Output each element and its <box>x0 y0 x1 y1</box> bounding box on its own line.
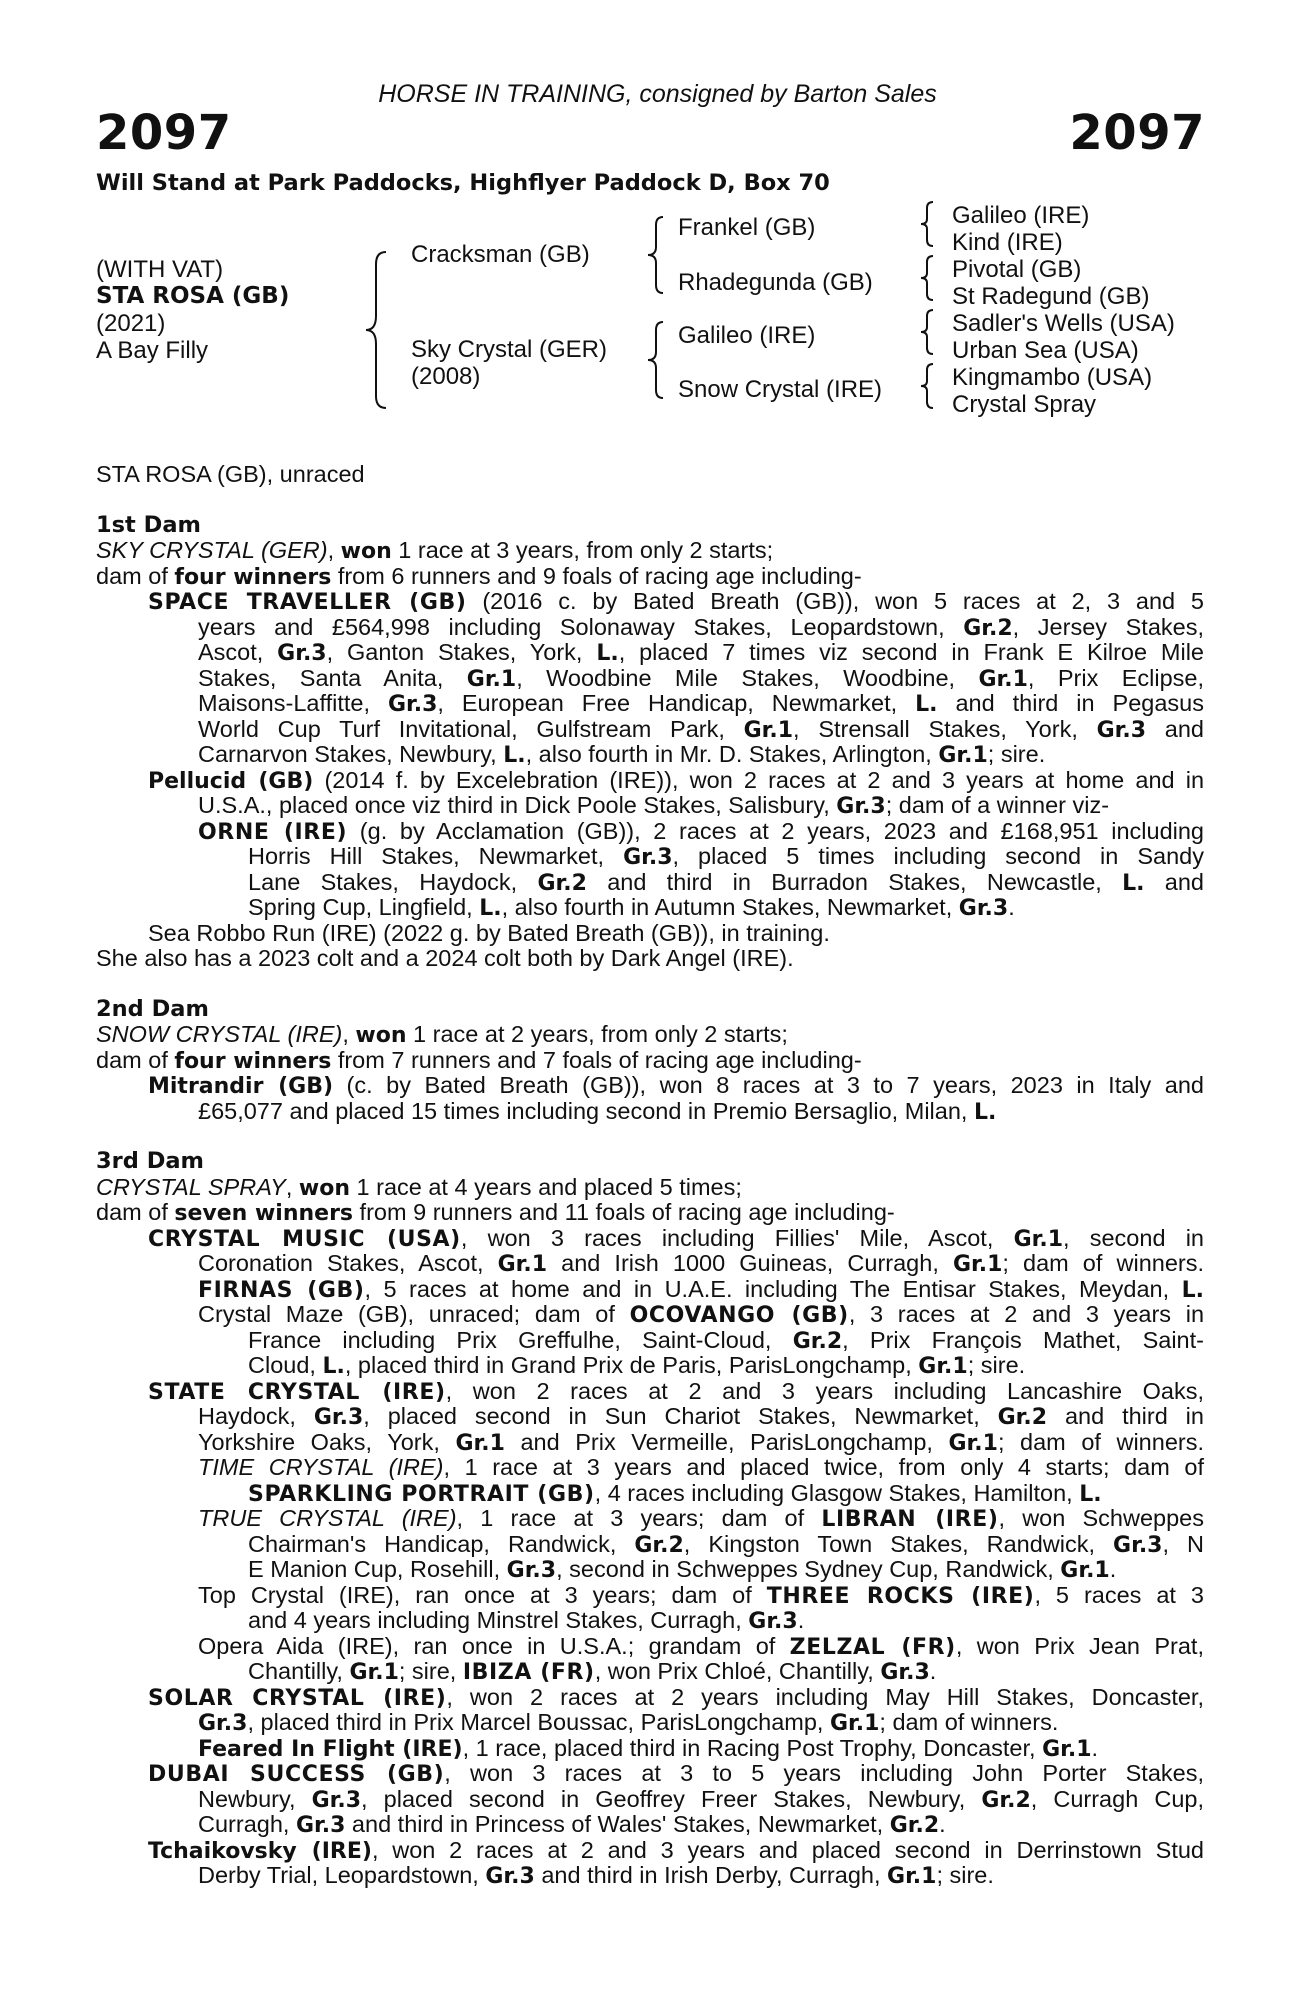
record-text: , second in <box>1063 1224 1204 1251</box>
record-text: (g. by Acclamation (GB)), 2 races at 2 years, 2023 and £168,951 including <box>347 817 1204 844</box>
record-text: , won Schweppes <box>998 1505 1204 1531</box>
record-line <box>96 640 1204 666</box>
record-text: Chantilly, <box>248 1658 350 1684</box>
record-text: and <box>1146 715 1204 742</box>
bold-text: Gr.3 <box>623 845 673 870</box>
horse-name-caps: FIRNAS (GB) <box>198 1277 365 1303</box>
record-text: , won Prix Chloé, Chantilly, <box>594 1658 881 1684</box>
lot-number-left: 2097 <box>96 105 232 161</box>
record-text: , placed third in Prix Marcel Boussac, ParisLongchamp, <box>247 1709 830 1735</box>
dam-section <box>96 513 1204 972</box>
bold-text: Gr.1 <box>1060 1558 1110 1583</box>
record-line <box>96 691 1204 717</box>
pedigree-ggs-2: Kind (IRE) <box>952 229 1063 256</box>
record-line <box>96 1379 1204 1405</box>
record-text: Ascot, <box>198 639 278 665</box>
bold-text: Gr.2 <box>981 1787 1031 1813</box>
bold-text: L. <box>596 641 619 666</box>
record-text: dam of <box>96 1199 175 1225</box>
record-line <box>96 1251 1204 1277</box>
record-text: Sea Robbo Run (IRE) (2022 g. by Bated Breath (GB)), in training. <box>148 919 830 946</box>
record-text: , won 2 races at 2 and 3 years including Lancashire Oaks, <box>445 1377 1204 1404</box>
bold-text: Gr.3 <box>387 692 438 717</box>
record-line <box>96 1583 1204 1609</box>
bold-text: Gr.3 <box>1096 717 1147 743</box>
record-line <box>96 921 1204 947</box>
bold-text: Gr.3 <box>295 1813 346 1838</box>
record-text: , 1 race at 3 years and placed twice, from only 4 starts; dam of <box>443 1454 1204 1480</box>
horse-year: (2021) <box>96 310 166 337</box>
record-text: and third in Princess of Wales' Stakes, Newmarket, <box>345 1811 890 1837</box>
record-text: and third in <box>1047 1403 1204 1429</box>
record-line <box>96 564 1204 590</box>
record-text: , Kingston Town Stakes, Randwick, <box>683 1530 1114 1557</box>
pedigree-dam: Sky Crystal (GER) <box>411 336 608 363</box>
bold-text: Gr.2 <box>537 870 587 896</box>
record-text: (2014 f. by Excelebration (IRE)), won 2 races at 2 and 3 years at home and in <box>313 766 1205 793</box>
dam-name: SKY CRYSTAL (GER) <box>96 537 328 563</box>
record-line <box>96 1430 1204 1456</box>
bold-text: Gr.3 <box>485 1864 535 1889</box>
section-title: 1st Dam <box>96 511 201 538</box>
pedigree-brace-main <box>362 250 392 410</box>
record-text: and <box>1144 868 1204 895</box>
pedigree-dam-year: (2008) <box>411 363 481 390</box>
lot-number-right: 2097 <box>1069 105 1205 161</box>
record-text: , 1 race, placed third in Racing Post Trophy, Doncaster, <box>462 1734 1043 1761</box>
bold-text: Gr.1 <box>948 1430 998 1456</box>
dam-name: TIME CRYSTAL (IRE) <box>198 1454 444 1480</box>
record-line <box>96 615 1204 641</box>
record-text: ; dam of a winner viz- <box>885 792 1110 818</box>
record-text: . <box>939 1811 946 1837</box>
record-line <box>96 1455 1204 1481</box>
record-line <box>96 1608 1204 1634</box>
horse-name-caps: IBIZA (FR) <box>462 1660 595 1685</box>
record-text: , placed second in Geoffrey Freer Stakes, Newbury, <box>361 1785 982 1812</box>
record-line <box>96 1838 1204 1864</box>
record-text: , <box>285 1173 299 1200</box>
record-line <box>96 1226 1204 1252</box>
record-text: , <box>327 537 341 563</box>
record-line <box>96 793 1204 819</box>
pedigree-dam-sire: Galileo (IRE) <box>678 322 816 349</box>
bold-text: Gr.3 <box>748 1609 798 1634</box>
horse-name-caps: ORNE (IRE) <box>198 819 348 845</box>
record-text: She also has a 2023 colt and a 2024 colt both by Dark Angel (IRE). <box>96 945 794 971</box>
record-text: ; sire. <box>967 1352 1026 1378</box>
dam-sections <box>96 513 1204 1889</box>
bold-text: Gr.3 <box>506 1558 557 1583</box>
record-line <box>96 1277 1204 1303</box>
pedigree-brace-sire <box>645 215 667 295</box>
record-text: Horris Hill Stakes, Newmarket, <box>248 843 624 869</box>
horse-name-caps: THREE ROCKS (IRE) <box>766 1583 1035 1609</box>
record-text: , also fourth in Autumn Stakes, Newmarket, <box>501 894 959 920</box>
pedigree-dam-dam: Snow Crystal (IRE) <box>678 376 883 403</box>
record-text: , won 2 races at 2 years including May Hill Stakes, Doncaster, <box>446 1683 1204 1710</box>
record-line <box>96 1200 1204 1226</box>
record-text: U.S.A., placed once viz third in Dick Poole Stakes, Salisbury, <box>198 792 837 818</box>
record-text: 1 race at 3 years, from only 2 starts; <box>391 537 774 563</box>
record-text: from 7 runners and 7 foals of racing age including- <box>331 1046 862 1073</box>
record-line <box>96 895 1204 921</box>
bold-text: won <box>355 1023 407 1048</box>
pedigree-ggs-8: Crystal Spray <box>952 391 1097 418</box>
record-text: , 3 races at 2 and 3 years in <box>848 1301 1205 1327</box>
bold-text: Gr.2 <box>792 1328 843 1354</box>
record-text: Cloud, <box>248 1352 323 1378</box>
racing-status: STA ROSA (GB), unraced <box>96 461 365 487</box>
bold-text: Gr.3 <box>880 1660 930 1685</box>
bold-text: Gr.2 <box>634 1532 684 1558</box>
record-line <box>96 1022 1204 1048</box>
record-line <box>96 1710 1204 1736</box>
record-text: . <box>1091 1734 1099 1761</box>
record-line <box>96 1073 1204 1099</box>
bold-text: L. <box>322 1354 345 1379</box>
record-line <box>96 1736 1204 1762</box>
horse-description: A Bay Filly <box>96 337 209 364</box>
bold-text: Gr.3 <box>311 1787 362 1813</box>
record-line <box>96 538 1204 564</box>
record-text: (2016 c. by Bated Breath (GB)), won 5 races at 2, 3 and 5 <box>466 588 1204 614</box>
record-text: dam of <box>96 562 175 589</box>
bold-text: Gr.1 <box>938 743 988 768</box>
bold-text: Gr.1 <box>466 666 517 692</box>
pedigree-sire-sire: Frankel (GB) <box>678 214 816 241</box>
record-text: £65,077 and placed 15 times including second in Premio Bersaglio, Milan, <box>198 1097 974 1124</box>
bold-text: Gr.1 <box>918 1354 968 1379</box>
pedigree-sire: Cracksman (GB) <box>411 241 590 268</box>
record-text: France including Prix Greffulhe, Saint-Cloud, <box>248 1326 793 1353</box>
bold-text: L. <box>479 896 502 921</box>
bold-text: L. <box>915 692 938 717</box>
record-line <box>96 1812 1204 1838</box>
record-text: years and £564,998 including Solonaway Stakes, Leopardstown, <box>198 613 964 640</box>
record-line <box>96 768 1204 794</box>
record-text: , 1 race at 3 years; dam of <box>456 1505 822 1531</box>
record-line <box>96 870 1204 896</box>
record-line <box>96 1353 1204 1379</box>
record-line <box>96 1048 1204 1074</box>
record-text: , 4 races including Glasgow Stakes, Hamilton, <box>594 1479 1080 1506</box>
horse-name-caps: SPACE TRAVELLER (GB) <box>148 590 467 615</box>
record-text: Top Crystal (IRE), ran once at 3 years; dam of <box>198 1581 767 1608</box>
dam-name: TRUE CRYSTAL (IRE) <box>198 1505 457 1531</box>
record-text: ; dam of winners. <box>879 1709 1059 1735</box>
record-text: , European Free Handicap, Newmarket, <box>437 690 916 716</box>
horse-name-caps: DUBAI SUCCESS (GB) <box>148 1762 445 1787</box>
record-text: Lane Stakes, Haydock, <box>248 868 538 895</box>
record-text: E Manion Cup, Rosehill, <box>248 1556 507 1582</box>
record-text: , Prix Eclipse, <box>1027 664 1204 691</box>
bold-text: Gr.1 <box>887 1864 937 1889</box>
bold-text: L. <box>1122 870 1145 896</box>
pedigree-brace-g2 <box>918 254 936 302</box>
record-text: , Woodbine Mile Stakes, Woodbine, <box>516 664 979 691</box>
record-line <box>96 1481 1204 1507</box>
record-text: Carnarvon Stakes, Newbury, <box>198 741 504 767</box>
horse-name-caps: STATE CRYSTAL (IRE) <box>148 1379 446 1405</box>
bold-text: Gr.2 <box>889 1813 940 1838</box>
record-text: Haydock, <box>198 1403 314 1429</box>
bold-text: four winners <box>174 564 332 590</box>
record-text: , placed second in Sun Chariot Stakes, Newmarket, <box>363 1403 998 1429</box>
vat-status: (WITH VAT) <box>96 256 224 283</box>
bold-text: L. <box>1181 1277 1204 1303</box>
bold-text: L. <box>503 743 526 768</box>
bold-text: Gr.1 <box>497 1252 548 1277</box>
bold-text: Gr.1 <box>1042 1736 1092 1762</box>
dam-section <box>96 1149 1204 1889</box>
pedigree-ggs-6: Urban Sea (USA) <box>952 337 1139 364</box>
horse-name-caps: SOLAR CRYSTAL (IRE) <box>148 1685 447 1711</box>
bold-text: Tchaikovsky (IRE) <box>148 1838 372 1864</box>
bold-text: Gr.1 <box>455 1430 505 1456</box>
bold-text: Gr.3 <box>313 1405 364 1430</box>
record-line <box>96 1404 1204 1430</box>
record-text: , won 2 races at 2 and 3 years and placed second in Derrinstown Stud <box>371 1836 1204 1863</box>
stand-location: Will Stand at Park Paddocks, Highflyer Paddock D, Box 70 <box>96 170 830 196</box>
record-line <box>96 1099 1204 1125</box>
record-text: . <box>797 1607 805 1633</box>
horse-name-caps: CRYSTAL MUSIC (USA) <box>148 1226 461 1252</box>
bold-text: seven winners <box>174 1201 354 1226</box>
record-line <box>96 1175 1204 1201</box>
pedigree-brace-g1 <box>918 200 936 248</box>
record-line <box>96 666 1204 692</box>
dam-name: SNOW CRYSTAL (IRE) <box>96 1021 343 1047</box>
bold-text: Gr.1 <box>349 1660 399 1685</box>
record-text: , <box>342 1021 356 1047</box>
pedigree-ggs-5: Sadler's Wells (USA) <box>952 310 1175 337</box>
record-line <box>96 589 1204 615</box>
pedigree-sire-dam: Rhadegunda (GB) <box>678 269 873 296</box>
record-text: . <box>929 1658 937 1684</box>
pedigree-ggs-3: Pivotal (GB) <box>952 256 1082 283</box>
record-text: Opera Aida (IRE), ran once in U.S.A.; grandam of <box>198 1632 790 1659</box>
record-line <box>96 742 1204 768</box>
record-text: and third in Pegasus <box>937 690 1204 716</box>
dam-name: CRYSTAL SPRAY <box>96 1173 286 1200</box>
record-text: ; dam of winners. <box>997 1428 1204 1455</box>
record-line <box>96 1787 1204 1813</box>
record-line <box>96 1557 1204 1583</box>
record-text: Newbury, <box>198 1785 312 1812</box>
pedigree-brace-dam <box>645 320 667 400</box>
bold-text: Gr.3 <box>1113 1532 1163 1558</box>
record-text: Spring Cup, Lingfield, <box>248 894 480 920</box>
record-text: , placed 5 times including second in Sandy <box>672 843 1204 869</box>
bold-text: four winners <box>174 1048 332 1074</box>
record-text: and Irish 1000 Guineas, Curragh, <box>547 1250 953 1276</box>
bold-text: Gr.3 <box>198 1711 248 1736</box>
record-text: , 5 races at 3 <box>1034 1581 1204 1608</box>
record-line <box>96 819 1204 845</box>
section-title: 2nd Dam <box>96 995 209 1022</box>
record-text: , won 3 races at 3 to 5 years including John Porter Stakes, <box>444 1760 1204 1786</box>
bold-text: Gr.1 <box>952 1252 1003 1277</box>
record-text: , won 3 races including Fillies' Mile, Ascot, <box>460 1224 1014 1251</box>
horse-name-caps: LIBRAN (IRE) <box>821 1507 999 1532</box>
record-text: . <box>1109 1556 1117 1582</box>
record-text: from 6 runners and 9 foals of racing age including- <box>331 562 862 589</box>
dam-section <box>96 997 1204 1125</box>
record-line <box>96 1659 1204 1685</box>
record-line <box>96 1532 1204 1558</box>
record-text: ; sire, <box>398 1658 463 1684</box>
record-text: ; dam of winners. <box>1002 1250 1205 1276</box>
record-text: , placed 7 times viz second in Frank E Kilroe Mile <box>618 639 1204 665</box>
bold-text: L. <box>973 1099 997 1125</box>
record-text: Curragh, <box>198 1811 296 1837</box>
horse-name: STA ROSA (GB) <box>96 283 290 309</box>
race-record <box>96 462 1204 1889</box>
consignment-header: HORSE IN TRAINING, consigned by Barton Sales <box>378 80 937 108</box>
record-line <box>96 844 1204 870</box>
record-text: (c. by Bated Breath (GB)), won 8 races at 3 to 7 years, 2023 in Italy and <box>333 1072 1204 1098</box>
record-text: Maisons-Laffitte, <box>198 690 388 716</box>
horse-name-caps: OCOVANGO (GB) <box>629 1303 849 1328</box>
bold-text: Gr.2 <box>997 1405 1048 1430</box>
bold-text: Gr.3 <box>277 641 327 666</box>
bold-text: Gr.1 <box>743 717 794 743</box>
record-text: , won Prix Jean Prat, <box>955 1632 1204 1659</box>
bold-text: Gr.2 <box>963 615 1013 641</box>
record-line <box>96 717 1204 743</box>
record-line <box>96 1685 1204 1711</box>
pedigree-ggs-4: St Radegund (GB) <box>952 283 1150 310</box>
bold-text: Gr.3 <box>836 794 886 819</box>
record-text: Derby Trial, Leopardstown, <box>198 1862 486 1888</box>
record-text: and third in Irish Derby, Curragh, <box>534 1862 888 1888</box>
record-line <box>96 946 1204 972</box>
bold-text: L. <box>1079 1481 1102 1507</box>
section-title: 3rd Dam <box>96 1148 204 1174</box>
record-line <box>96 1761 1204 1787</box>
record-line <box>96 1302 1204 1328</box>
record-text: Crystal Maze (GB), unraced; dam of <box>198 1301 630 1327</box>
record-text: and 4 years including Minstrel Stakes, Curragh, <box>248 1607 749 1633</box>
record-text: Yorkshire Oaks, York, <box>198 1428 456 1455</box>
pedigree-brace-g4 <box>918 362 936 410</box>
record-text: Stakes, Santa Anita, <box>198 664 467 691</box>
pedigree-ggs-7: Kingmambo (USA) <box>952 364 1153 391</box>
record-text: Coronation Stakes, Ascot, <box>198 1250 498 1276</box>
bold-text: Gr.1 <box>978 666 1028 692</box>
bold-text: Pellucid (GB) <box>148 768 314 794</box>
record-text: , Prix François Mathet, Saint- <box>842 1326 1204 1353</box>
record-text: Chairman's Handicap, Randwick, <box>248 1530 635 1557</box>
pedigree-brace-g3 <box>918 308 936 356</box>
record-text: and third in Burradon Stakes, Newcastle, <box>586 868 1123 895</box>
record-line <box>96 1863 1204 1889</box>
bold-text: Mitrandir (GB) <box>148 1074 334 1099</box>
bold-text: won <box>340 539 392 564</box>
record-text: 1 race at 2 years, from only 2 starts; <box>406 1021 788 1047</box>
record-text: 1 race at 4 years and placed 5 times; <box>349 1173 742 1200</box>
record-text: , 5 races at home and in U.A.E. including The Entisar Stakes, Meydan, <box>364 1275 1182 1302</box>
horse-name-caps: SPARKLING PORTRAIT (GB) <box>248 1481 595 1507</box>
record-line <box>96 1506 1204 1532</box>
bold-text: Gr.1 <box>1013 1226 1063 1252</box>
bold-text: won <box>298 1175 350 1201</box>
pedigree-ggs-1: Galileo (IRE) <box>952 202 1090 229</box>
record-text: World Cup Turf Invitational, Gulfstream Park, <box>198 715 744 742</box>
bold-text: Feared In Flight (IRE) <box>198 1736 463 1762</box>
record-text: dam of <box>96 1046 175 1073</box>
bold-text: Gr.3 <box>958 896 1009 921</box>
horse-name-caps: ZELZAL (FR) <box>789 1634 956 1660</box>
record-text: , Curragh Cup, <box>1030 1785 1204 1812</box>
record-text: , also fourth in Mr. D. Stakes, Arlington, <box>525 741 939 767</box>
record-text: , Jersey Stakes, <box>1012 613 1204 640</box>
record-text: . <box>1008 894 1015 920</box>
record-text: , N <box>1162 1530 1204 1557</box>
record-line <box>96 1634 1204 1660</box>
record-line <box>96 1328 1204 1354</box>
record-text: ; sire. <box>936 1862 994 1888</box>
record-text: ; sire. <box>987 741 1046 767</box>
record-text: , placed third in Grand Prix de Paris, ParisLongchamp, <box>344 1352 919 1378</box>
bold-text: Gr.1 <box>829 1711 880 1736</box>
record-text: from 9 runners and 11 foals of racing age including- <box>353 1199 895 1225</box>
record-text: , Ganton Stakes, York, <box>326 639 597 665</box>
record-text: , Strensall Stakes, York, <box>793 715 1097 742</box>
record-text: , second in Schweppes Sydney Cup, Randwick, <box>556 1556 1061 1582</box>
record-text: and Prix Vermeille, ParisLongchamp, <box>504 1428 949 1455</box>
